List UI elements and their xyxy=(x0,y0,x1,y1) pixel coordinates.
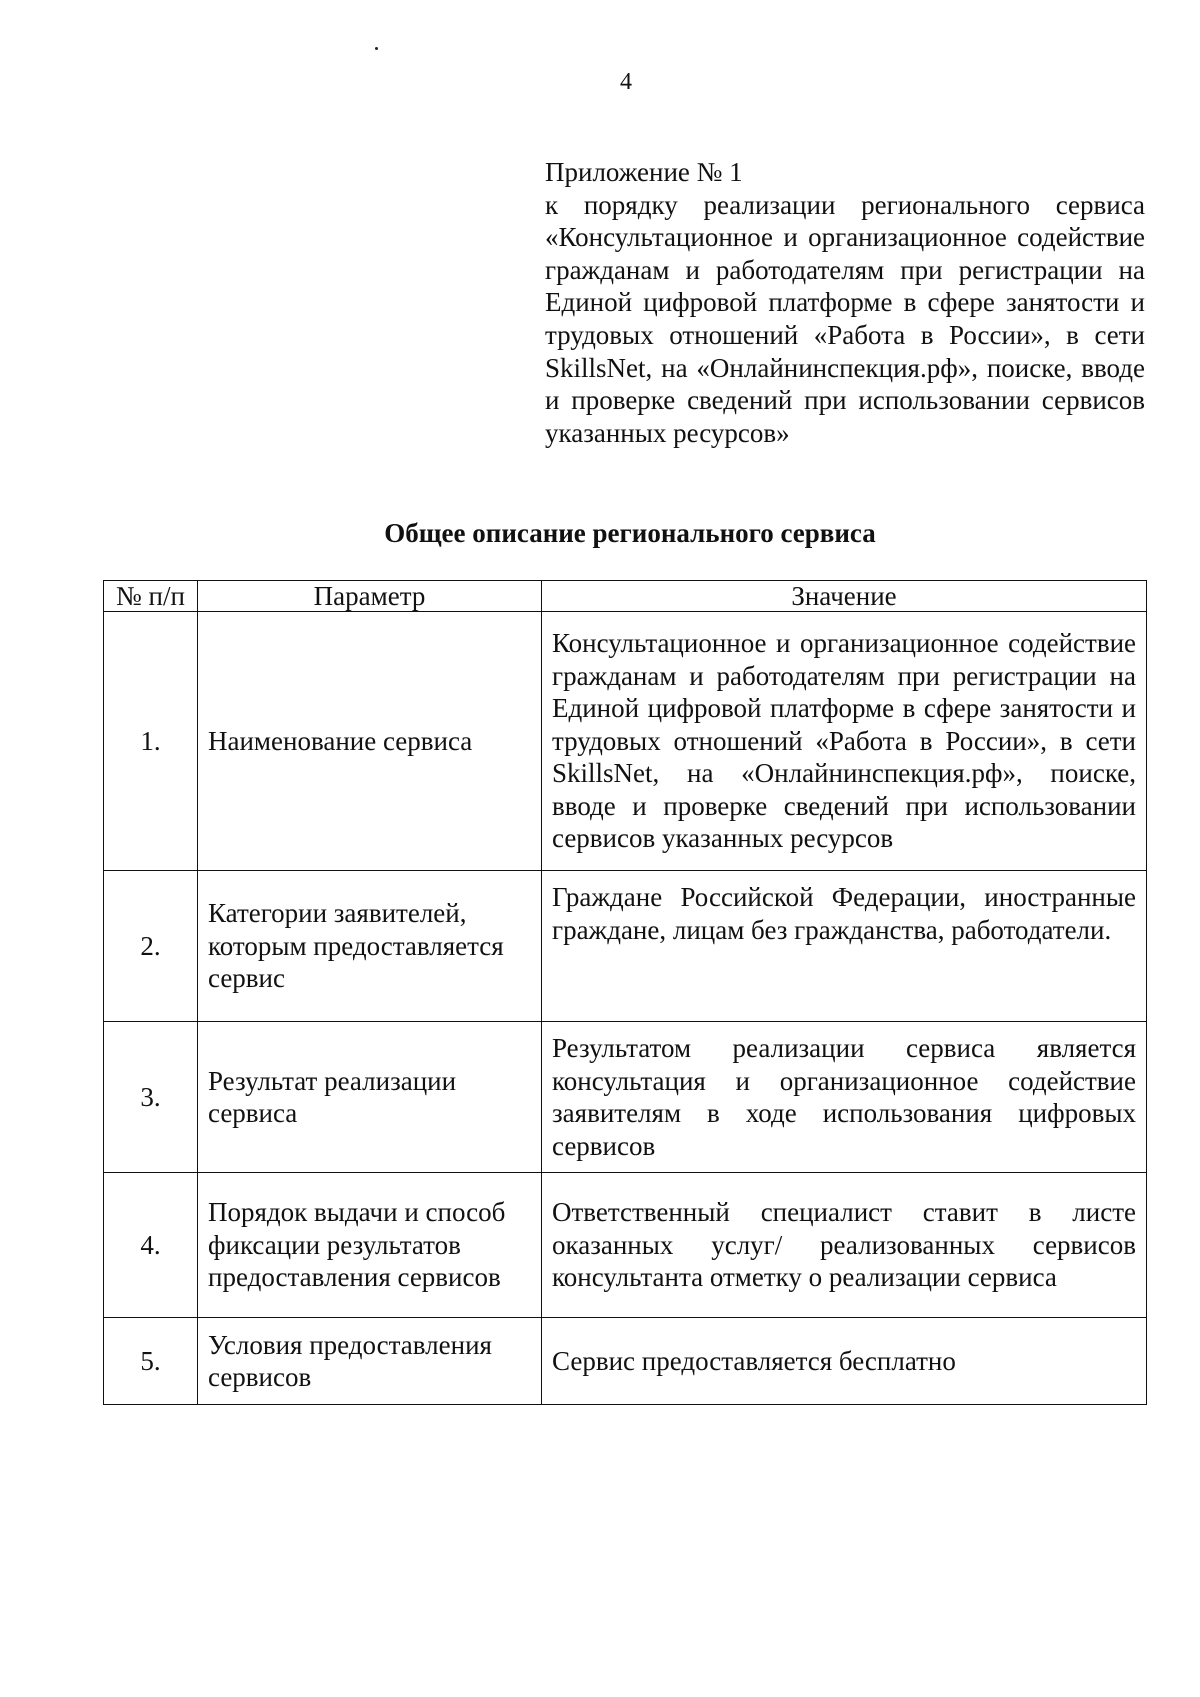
row-value: Сервис предоставляется бесплатно xyxy=(542,1318,1147,1405)
page-number: 4 xyxy=(620,69,632,95)
row-value: Граждане Российской Федерации, иностранные граждане, лицам без гражданства, работодатели. xyxy=(542,871,1147,1022)
table-row xyxy=(104,871,1147,1022)
header-value: Значение xyxy=(542,581,1147,612)
table-row xyxy=(104,612,1147,871)
table-row xyxy=(104,1318,1147,1405)
row-parameter: Категории заявителей, которым предоставляется сервис xyxy=(198,871,542,1022)
table-row xyxy=(104,1173,1147,1318)
row-number: 2. xyxy=(104,871,198,1022)
row-value: Консультационное и организационное содействие гражданам и работодателям при регистрации на Единой цифровой платформе в сфере занятости и трудовых отношений «Работа в России», в сети SkillsNet, на «Онлайнинспекция.рф», поиске, вводе и проверке сведений при использовании сервисов указанных ресурсов xyxy=(542,612,1147,871)
row-number: 5. xyxy=(104,1318,198,1405)
row-number: 4. xyxy=(104,1173,198,1318)
scan-artifact-dot xyxy=(375,47,378,50)
annex-title: Приложение № 1 xyxy=(545,157,743,187)
table-header-row xyxy=(104,581,1147,612)
row-parameter: Наименование сервиса xyxy=(198,612,542,871)
annex-block xyxy=(545,156,1145,449)
annex-text: к порядку реализации регионального сервиса «Консультационное и организационное содействие гражданам и работодателям при регистрации на Единой цифровой платформе в сфере занятости и трудовых отношений «Работа в России», в сети SkillsNet, на «Онлайнинспекция.рф», поиске, вводе и проверке сведений при использовании сервисов указанных ресурсов» xyxy=(545,189,1145,448)
row-number: 3. xyxy=(104,1022,198,1173)
row-value: Результатом реализации сервиса является консультация и организационное содействие заявителям в ходе использования цифровых сервисов xyxy=(542,1022,1147,1173)
section-title: Общее описание регионального сервиса xyxy=(384,518,876,548)
row-parameter: Порядок выдачи и способ фиксации результатов предоставления сервисов xyxy=(198,1173,542,1318)
row-parameter: Результат реализации сервиса xyxy=(198,1022,542,1173)
service-description-table xyxy=(103,580,1147,1405)
header-num: № п/п xyxy=(104,581,198,612)
row-value: Ответственный специалист ставит в листе оказанных услуг/ реализованных сервисов консультанта отметку о реализации сервиса xyxy=(542,1173,1147,1318)
row-number: 1. xyxy=(104,612,198,871)
table-row xyxy=(104,1022,1147,1173)
row-parameter: Условия предоставления сервисов xyxy=(198,1318,542,1405)
header-param: Параметр xyxy=(198,581,542,612)
